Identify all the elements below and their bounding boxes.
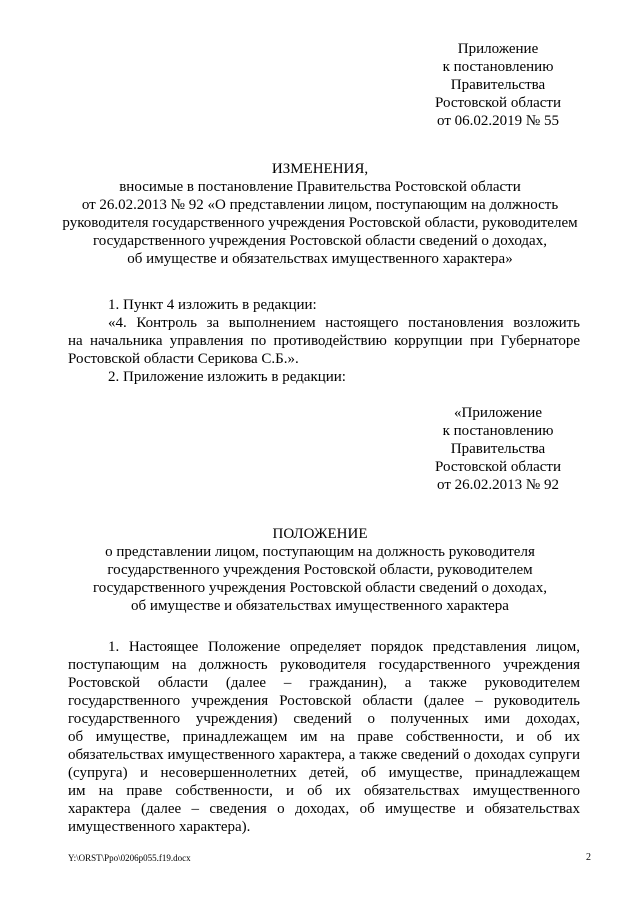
regulation-line: о представлении лицом, поступающим на должность руководителя [105,544,535,560]
quote-line: Ростовской области Серикова С.Б.». [68,351,299,367]
quote-line: на начальника управления по противодействию коррупции при Губернаторе [68,333,580,349]
regulation-line: государственного учреждения Ростовской области, руководителем [107,562,533,578]
body-line: им на праве собственности, и об их обязательствах имущественного [68,783,580,799]
appendix-quote-line: Правительства [450,441,546,457]
appendix-line: Приложение [457,41,539,57]
changes-line: государственного учреждения Ростовской области сведений о доходах, [93,233,547,249]
item-1: 1. Пункт 4 изложить в редакции: [108,297,317,313]
body-line: поступающим на должность руководителя государственного учреждения [68,657,580,673]
body-line: государственного учреждения) сведений о полученных ими доходах, [68,711,580,727]
body-line: государственного учреждения Ростовской области (далее – руководитель [68,693,580,709]
changes-heading: ИЗМЕНЕНИЯ, [271,161,369,177]
amendment-items [68,296,580,386]
appendix-quote-line: «Приложение [453,405,542,421]
changes-line: об имуществе и обязательствах имущественного характера» [127,251,513,267]
page-number: 2 [586,852,591,863]
body-line: характера (далее – сведения о доходах, об имуществе и обязательствах [68,801,580,817]
footer-file-path: Y:\ORST\Ppo\0206p055.f19.docx [68,853,191,863]
body-line: 1. Настоящее Положение определяет порядок представления лицом, [108,639,580,655]
body-line: об имуществе, принадлежащем им на праве собственности, и об их [68,729,580,745]
appendix-quote [428,404,568,494]
appendix-quote-line: к постановлению [442,423,554,439]
regulation-line: государственного учреждения Ростовской области сведений о доходах, [93,580,547,596]
appendix-line: Правительства [450,77,546,93]
changes-line: руководителя государственного учреждения Ростовской области, руководителем [62,215,578,231]
appendix-line: от 06.02.2019 № 55 [437,113,559,129]
quote-line: «4. Контроль за выполнением настоящего постановления возложить [108,315,580,331]
body-line: Ростовской области (далее – гражданин), а также руководителем [68,675,580,691]
item-2: 2. Приложение изложить в редакции: [108,369,346,385]
regulation-body [68,638,580,836]
changes-line: от 26.02.2013 № 92 «О представлении лицом, поступающим на должность [81,197,559,213]
regulation-title [60,525,580,615]
regulation-line: об имуществе и обязательствах имущественного характера [131,598,509,614]
appendix-quote-line: от 26.02.2013 № 92 [437,477,559,493]
changes-line: вносимые в постановление Правительства Ростовской области [119,179,521,195]
body-line: обязательствах имущественного характера, а также сведений о доходах супруги [68,747,580,763]
appendix-line: к постановлению [442,59,554,75]
appendix-header [428,40,568,130]
body-line: (супруга) и несовершеннолетних детей, об имуществе, принадлежащем [68,765,580,781]
appendix-quote-line: Ростовской области [435,459,561,475]
changes-title [60,160,580,268]
appendix-line: Ростовской области [435,95,561,111]
body-line: имущественного характера). [68,819,251,835]
regulation-heading: ПОЛОЖЕНИЕ [272,526,368,542]
